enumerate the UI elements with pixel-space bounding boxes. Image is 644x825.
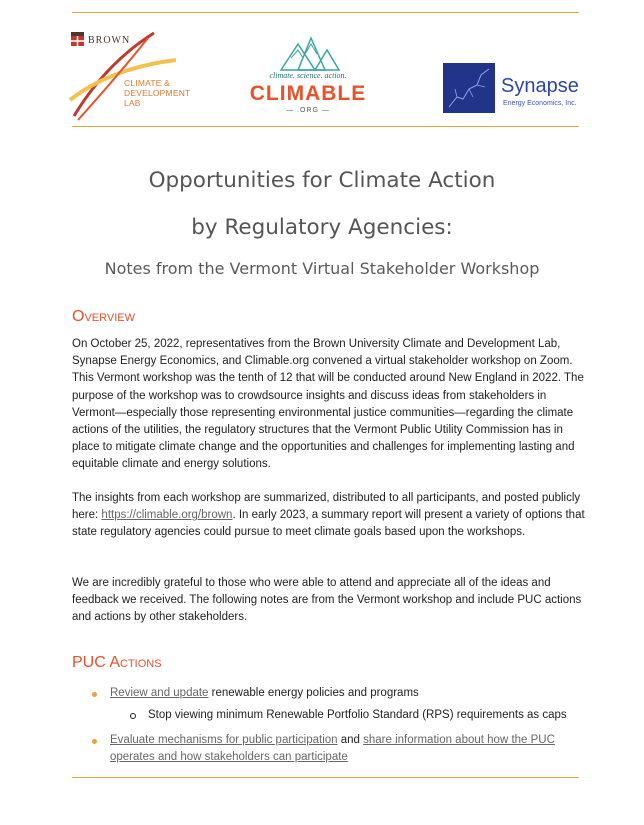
lab-name: CLIMATE & DEVELOPMENT LAB [124, 78, 191, 108]
share-information-link[interactable]: share information about how the PUC operates and how stakeholders can participate [110, 734, 555, 763]
paragraph-text: . In early 2023, a summary report will present a variety of options that state regulatory agencies could pursue to meet climate goals based upon the workshops. [72, 509, 585, 539]
climable-tagline: climate. science. action. [269, 71, 347, 80]
page-subtitle: Notes from the Vermont Virtual Stakeholder Workshop [104, 259, 540, 278]
overview-paragraph-3: We are incredibly grateful to those who were able to attend and appreciate all of the ideas and feedback we received. The following notes are from the Vermont workshop and include PUC actions and actions by other stakeholders. [72, 577, 582, 624]
page-title-line1: Opportunities for Climate Action [148, 168, 496, 193]
climable-suffix: — .ORG — [286, 107, 330, 114]
page-title-line2: by Regulatory Agencies: [191, 215, 453, 240]
synapse-logo [443, 63, 588, 115]
puc-actions-heading: PUC Actions [72, 654, 162, 671]
sub-bullet-icon [130, 713, 136, 719]
puc-action-subitem-1: Stop viewing minimum Renewable Portfolio Standard (RPS) requirements as caps [148, 709, 567, 721]
brown-wordmark: BROWN [88, 35, 131, 46]
top-divider [72, 12, 579, 13]
item-text: renewable energy policies and programs [208, 687, 419, 699]
brown-arc-graphic [66, 28, 196, 123]
overview-paragraph-2 [72, 490, 587, 542]
brown-climate-lab-logo [66, 28, 196, 123]
bullet-icon [92, 739, 97, 744]
synapse-subtitle: Energy Economics, Inc. [503, 100, 577, 107]
puc-action-item-1 [110, 685, 580, 702]
item-text: and [337, 734, 364, 746]
overview-paragraph-1: On October 25, 2022, representatives from the Brown University Climate and Development Lab, Synapse Energy Economics, and Climable.org convened a virtual stakeholder workshop on Zoom. This Vermont workshop was the tenth of 12 that will be conducted around New England in 2022. The purpose of the workshop was to crowdsource insights and discuss ideas from stakeholders in Vermont—especially those representing environmental justice communities—regarding the climate actions of the utilities, the regulatory structures that the Vermont Public Utility Commission has in place to mitigate climate change and the opportunities and challenges for implementing lasting and equitable climate and energy solutions. [72, 338, 584, 471]
header-divider [72, 126, 579, 127]
paragraph-text: The insights from each workshop are summarized, distributed to all participants, and posted publicly here: [72, 492, 581, 522]
evaluate-mechanisms-link[interactable]: Evaluate mechanisms for public participation [110, 734, 338, 746]
review-and-update-link[interactable]: Review and update [110, 687, 209, 699]
climable-brown-link[interactable]: https://climable.org/brown [101, 509, 233, 522]
synapse-square-icon [443, 63, 495, 113]
synapse-name: Synapse [501, 75, 579, 97]
bullet-icon [92, 692, 97, 697]
bottom-divider [72, 777, 579, 778]
puc-action-item-2 [110, 732, 580, 766]
overview-heading: Overview [72, 308, 135, 325]
mountains-icon [243, 36, 373, 72]
climable-name: CLIMABLE [249, 82, 367, 105]
climable-logo [243, 36, 373, 121]
